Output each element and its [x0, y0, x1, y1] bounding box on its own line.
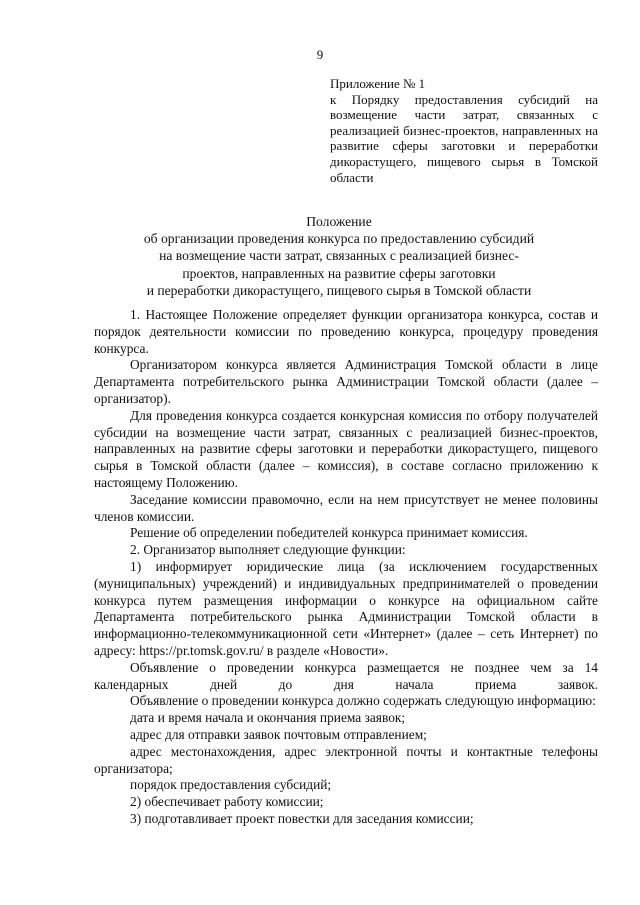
paragraph-decision: Решение об определении победителей конкурса принимает комиссия.: [130, 525, 528, 541]
appendix-title: Приложение № 1: [330, 76, 426, 91]
paragraph-function-1: 1) информирует юридические лица (за исключением государственных (муниципальных) учреждений) и индивидуальных предпринимателей о проведении конкурса путем размещения информации о конкурсе на официальном сайте Департамента потребительского рынка Администрации Томской области в информационно-телекоммуникационной сети «Интернет» (далее – сеть Интернет) по адресу: https://pr.tomsk.gov.ru/ в разделе «Новости».: [94, 558, 598, 658]
paragraph-organizer: Организатором конкурса является Администрация Томской области в лице Департамента потребительского рынка Администрации Томской области (далее – организатор).: [94, 357, 598, 406]
regulation-title: [100, 213, 578, 299]
appendix-text: к Порядку предоставления субсидий на возмещение части затрат, связанных с реализацией бизнес-проектов, направленных на развитие сферы заготовки и переработки дикорастущего, пищевого сырья в Томской области: [330, 91, 598, 185]
list-item: адрес местонахождения, адрес электронной почты и контактные телефоны организатора;: [94, 743, 598, 776]
body-text: [94, 307, 598, 828]
regulation-title-line: об организации проведения конкурса по предоставлению субсидий: [143, 231, 535, 247]
paragraph-commission: Для проведения конкурса создается конкурсная комиссия по отбору получателей субсидии на возмещение части затрат, связанных с реализацией бизнес-проектов, направленных на развитие сферы заготовки и переработки дикорастущего, пищевого сырья в Томской области (далее – комиссия), в составе согласно приложению к настоящему Положению.: [94, 407, 598, 490]
paragraph-1-scope: 1. Настоящее Положение определяет функции организатора конкурса, состав и порядок деятельности комиссии по проведению конкурса, процедуру проведения конкурса.: [94, 307, 598, 356]
appendix-block: [330, 76, 598, 185]
paragraph-announcement-content: Объявление о проведении конкурса должно содержать следующую информацию:: [130, 693, 596, 709]
list-item: порядок предоставления субсидий;: [130, 777, 332, 793]
list-item: дата и время начала и окончания приема заявок;: [130, 710, 406, 726]
list-item: адрес для отправки заявок почтовым отправлением;: [130, 726, 427, 742]
paragraph-function-2: 2) обеспечивает работу комиссии;: [130, 794, 324, 810]
regulation-title-line: и переработки дикорастущего, пищевого сырья в Томской области: [146, 282, 532, 298]
page-number: 9: [316, 47, 324, 62]
paragraph-announcement-deadline: Объявление о проведении конкурса размещается не позднее чем за 14 календарных дней до дня начала приема заявок.: [94, 659, 598, 692]
regulation-title-line: на возмещение части затрат, связанных с реализацией бизнес-: [159, 248, 519, 264]
regulation-title-line: проектов, направленных на развитие сферы заготовки: [182, 265, 496, 281]
paragraph-2-functions: 2. Организатор выполняет следующие функции:: [130, 542, 406, 558]
regulation-title-heading: Положение: [306, 214, 372, 229]
paragraph-function-3: 3) подготавливает проект повестки для заседания комиссии;: [130, 810, 474, 826]
paragraph-quorum: Заседание комиссии правомочно, если на нем присутствует не менее половины членов комиссии.: [94, 491, 598, 524]
